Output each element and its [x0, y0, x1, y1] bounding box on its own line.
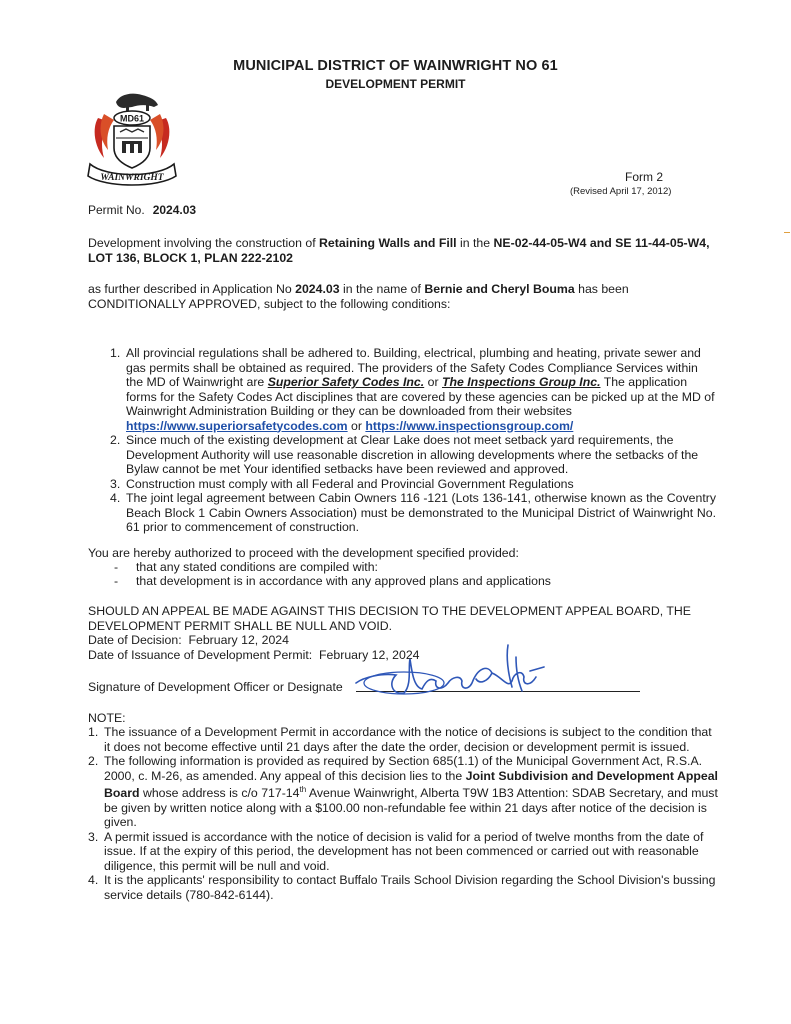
note-number: 3. — [88, 829, 99, 844]
permit-number: 2024.03 — [152, 203, 197, 217]
note-text: It is the applicants' responsibility to contact Buffalo Trails School Division regarding the School Division's bussing service details (780-842-6144). — [104, 873, 716, 902]
permit-number-label: Permit No. — [88, 203, 145, 217]
decision-date-label: Date of Decision: — [88, 633, 182, 647]
authorization-item-text: that development is in accordance with any approved plans and applications — [136, 574, 551, 588]
note-item — [88, 754, 718, 830]
issuance-date: February 12, 2024 — [319, 648, 420, 662]
intro-text: Development involving the construction of — [88, 236, 320, 250]
notes-list — [88, 725, 718, 902]
handwritten-signature — [352, 637, 552, 699]
condition-text: All provincial regulations shall be adhered to. Building, electrical, plumbing and heating, private sewer and gas permits shall be obtained as required. The providers of the Safety Codes Compliance Services within the MD of Wainwright are — [126, 346, 701, 389]
note-text: The issuance of a Development Permit in accordance with the notice of decisions is subject to the condition that it does not become effective until 21 days after the date the order, decision or development permit is issued. — [104, 725, 712, 754]
md-wainwright-crest-logo — [86, 88, 178, 190]
authorization-item — [114, 560, 378, 575]
condition-number: 2. — [110, 433, 121, 447]
note-text: A permit issued is accordance with the notice of decision is valid for a period of twelve months from the date of issue. If at the expiry of this period, the development has not been commenced or carried out with reasonable diligence, this permit will be null and void. — [104, 829, 704, 873]
link-superior-safety-codes[interactable]: https://www.superiorsafetycodes.com — [126, 418, 348, 433]
note-item — [88, 725, 718, 754]
authorization-item-text: that any stated conditions are compiled with: — [136, 560, 378, 574]
application-number: 2024.03 — [295, 282, 340, 296]
condition-number: 1. — [110, 346, 121, 360]
form-revision-date: (Revised April 17, 2012) — [570, 186, 672, 197]
condition-text: Since much of the existing development at Clear Lake does not meet setback yard requirements, the Development Authority will use reasonable discretion in allowing developments where the setbacks of the Bylaw cannot be met Your identified setbacks have been reviewed and approved. — [126, 433, 699, 476]
appeal-board-name: Joint Subdivision and Development Appeal Board — [104, 768, 718, 801]
intro-text-mid: in the — [456, 236, 494, 250]
condition-number: 4. — [110, 491, 121, 505]
condition-text: Construction must comply with all Federal and Provincial Government Regulations — [126, 476, 574, 491]
note-text: The following information is provided as required by Section 685(1.1) of the Municipal Government Act, R.S.A. 2000, c. M-26, as amended. Any appeal of this decision lies to the — [104, 754, 703, 783]
note-text-end: Avenue Wainwright, Alberta T9W 1B3 Attention: SDAB Secretary, and must be given by written notice along with a $100.00 non-refundable fee within 21 days after notice of the decision is given. — [104, 786, 718, 830]
condition-item — [110, 477, 716, 492]
legal-location: NE-02-44-05-W4 and SE 11-44-05-W4, LOT 136, BLOCK 1, PLAN 222-2102 — [88, 236, 710, 265]
condition-item — [110, 433, 716, 477]
signature-label: Signature of Development Officer or Designate — [88, 680, 343, 694]
application-text-mid: in the name of — [339, 282, 425, 296]
permit-number-line — [88, 203, 196, 217]
note-number: 4. — [88, 873, 99, 888]
ordinal-suffix: th — [299, 785, 307, 794]
condition-number: 3. — [110, 476, 121, 491]
note-text-cont: whose address is c/o 717-14 — [139, 786, 300, 801]
condition-text-or2: or — [347, 418, 366, 433]
development-description — [88, 236, 710, 265]
note-item — [88, 873, 718, 902]
bullet-dash: - — [114, 574, 119, 588]
form-number: Form 2 — [625, 170, 664, 184]
project-type: Retaining Walls and Fill — [319, 236, 457, 250]
condition-item — [110, 346, 716, 433]
note-item — [88, 830, 718, 874]
decision-date: February 12, 2024 — [188, 633, 289, 647]
appeal-notice: SHOULD AN APPEAL BE MADE AGAINST THIS DECISION TO THE DEVELOPMENT APPEAL BOARD, THE DEVELOPMENT PERMIT SHALL BE NULL AND VOID. — [88, 604, 691, 633]
application-text-post: has been CONDITIONALLY APPROVED, subject to the following conditions: — [88, 282, 629, 311]
application-text: as further described in Application No — [88, 282, 296, 296]
bullet-dash: - — [114, 560, 119, 574]
page-subtitle: DEVELOPMENT PERMIT — [325, 77, 466, 91]
applicant-names: Bernie and Cheryl Bouma — [424, 282, 575, 296]
provider-superior-safety-codes: Superior Safety Codes Inc. — [267, 375, 425, 389]
conditions-list — [110, 346, 716, 535]
condition-text: The joint legal agreement between Cabin Owners 116 -121 (Lots 136-141, otherwise known as the Coventry Beach Block 1 Cabin Owners Association) must be demonstrated to the Municipal District of Wainwright No. 61 prior to commencement of construction. — [126, 491, 716, 534]
crest-top-text: MD61 — [119, 113, 145, 124]
notes-heading: NOTE: — [88, 711, 126, 725]
condition-text-or: or — [424, 375, 442, 389]
provider-inspections-group: The Inspections Group Inc. — [441, 375, 601, 389]
note-number: 1. — [88, 725, 99, 739]
link-inspections-group[interactable]: https://www.inspectionsgroup.com/ — [365, 418, 574, 433]
issuance-date-label: Date of Issuance of Development Permit: — [88, 648, 313, 662]
condition-text-cont: The application forms for the Safety Codes Act disciplines that are covered by these agencies can be picked up at the MD of Wainwright Administration Building or they can be downloaded from their websites — [126, 375, 715, 418]
authorization-statement: You are hereby authorized to proceed with the development specified provided: — [88, 546, 519, 560]
crest-banner-text: WAINWRIGHT — [100, 173, 164, 183]
scan-edge-mark — [784, 232, 790, 233]
page-title: MUNICIPAL DISTRICT OF WAINWRIGHT NO 61 — [233, 58, 558, 74]
authorization-item — [114, 574, 551, 589]
application-statement — [88, 282, 710, 311]
note-number: 2. — [88, 754, 99, 768]
condition-item — [110, 491, 716, 535]
